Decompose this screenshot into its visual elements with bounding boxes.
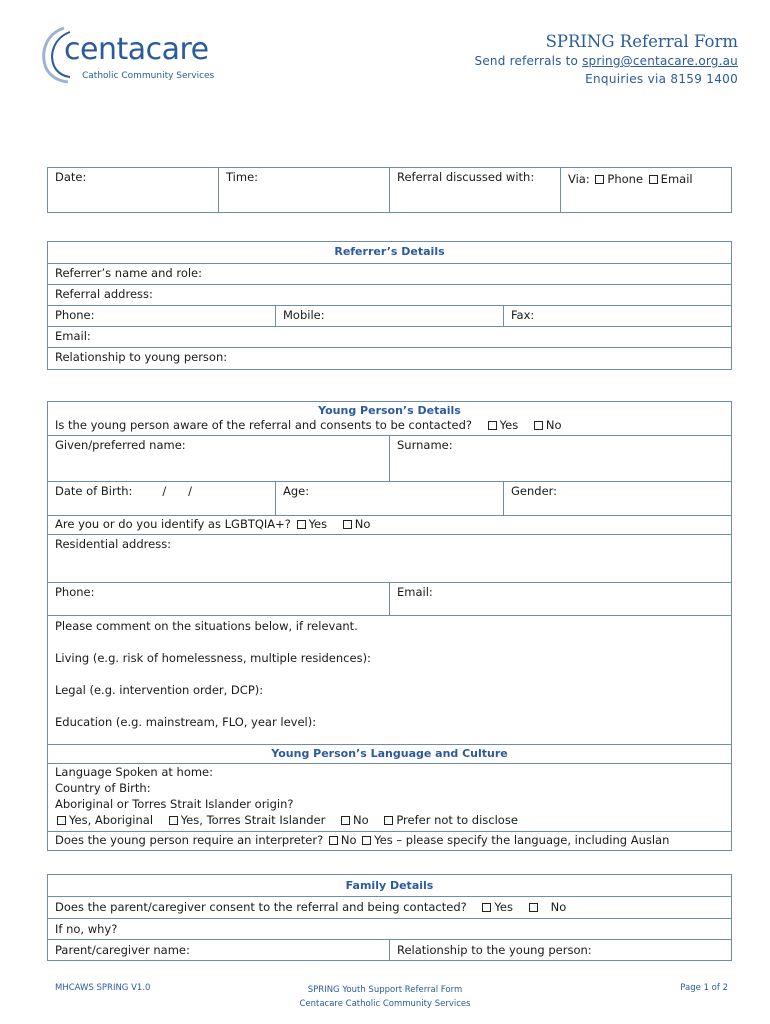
family-details-table <box>47 874 732 961</box>
legal-label: Legal (e.g. intervention order, DCP): <box>55 683 264 697</box>
referral-meta-table <box>47 167 732 213</box>
via-label: Via: <box>568 172 590 186</box>
surname-field[interactable] <box>390 436 732 482</box>
referrer-phone-label: Phone: <box>55 308 95 322</box>
interpreter-no-label: No <box>340 833 357 847</box>
education-label: Education (e.g. mainstream, FLO, year level): <box>55 715 317 729</box>
date-field[interactable] <box>48 168 219 213</box>
parent-relationship-field[interactable] <box>390 940 732 961</box>
atsi-no-label: No <box>353 813 369 827</box>
referrer-relationship-field[interactable] <box>48 348 732 370</box>
referrer-name-role-field[interactable] <box>48 264 732 285</box>
young-person-section-heading: Young Person’s Details <box>318 404 461 417</box>
send-referrals-line <box>475 54 738 68</box>
atsi-tsi-checkbox[interactable] <box>169 816 178 825</box>
aware-yes-label: Yes <box>499 418 519 432</box>
referral-address-label: Referral address: <box>55 287 153 301</box>
referrer-details-table <box>47 241 732 370</box>
aware-consent-question: Is the young person aware of the referral and consents to be contacted? <box>55 418 473 432</box>
discussed-with-label: Referral discussed with: <box>397 170 535 184</box>
via-email-checkbox[interactable] <box>649 175 658 184</box>
referrer-name-role-label: Referrer’s name and role: <box>55 266 202 280</box>
lgbtqia-question: Are you or do you identify as LGBTQIA+? <box>55 517 291 531</box>
lgbtqia-no-checkbox[interactable] <box>343 520 352 529</box>
logo-wordmark: centacare <box>64 32 209 67</box>
comment-intro: Please comment on the situations below, if relevant. <box>55 619 358 633</box>
via-phone-label: Phone <box>607 172 644 186</box>
young-person-phone-label: Phone: <box>55 585 95 599</box>
atsi-options-row <box>55 813 724 829</box>
family-consent-no-label: No <box>550 900 567 914</box>
language-spoken-label: Language Spoken at home: <box>55 765 214 779</box>
given-name-field[interactable] <box>48 436 390 482</box>
footer-center <box>0 983 770 1011</box>
atsi-no-checkbox[interactable] <box>341 816 350 825</box>
family-section-heading: Family Details <box>48 875 732 897</box>
family-consent-no-checkbox[interactable] <box>529 903 538 912</box>
residential-address-field[interactable] <box>48 535 732 583</box>
gender-field[interactable] <box>504 482 732 516</box>
interpreter-yes-checkbox[interactable] <box>362 836 371 845</box>
family-consent-row <box>48 897 732 919</box>
living-label: Living (e.g. risk of homelessness, multiple residences): <box>55 651 371 665</box>
footer-form-name: SPRING Youth Support Referral Form <box>307 985 463 995</box>
family-consent-yes-checkbox[interactable] <box>482 903 491 912</box>
lgbtqia-row <box>48 516 732 535</box>
send-referrals-label: Send referrals to <box>474 54 583 68</box>
parent-relationship-label: Relationship to the young person: <box>397 943 592 957</box>
centacare-logo <box>38 26 238 86</box>
age-label: Age: <box>283 484 310 498</box>
footer-version: MHCAWS SPRING V1.0 <box>55 983 151 993</box>
atsi-aboriginal-label: Yes, Aboriginal <box>69 813 154 827</box>
language-culture-field <box>48 764 732 832</box>
referrer-mobile-field[interactable] <box>276 306 504 327</box>
lgbtqia-no-label: No <box>354 517 371 531</box>
discussed-with-field[interactable] <box>390 168 561 213</box>
aware-no-label: No <box>545 418 562 432</box>
aware-yes-checkbox[interactable] <box>488 421 497 430</box>
interpreter-yes-label: Yes – please specify the language, including Auslan <box>374 833 670 847</box>
time-label: Time: <box>226 170 259 184</box>
referrer-section-heading: Referrer’s Details <box>48 242 732 264</box>
interpreter-question: Does the young person require an interpreter? <box>55 833 324 847</box>
language-section-heading: Young Person’s Language and Culture <box>48 745 732 764</box>
parent-name-field[interactable] <box>48 940 390 961</box>
footer-page-number: Page 1 of 2 <box>680 983 728 993</box>
lgbtqia-yes-label: Yes <box>308 517 328 531</box>
if-no-why-field[interactable] <box>48 919 732 940</box>
atsi-aboriginal-checkbox[interactable] <box>57 816 66 825</box>
interpreter-no-checkbox[interactable] <box>329 836 338 845</box>
footer-org-name: Centacare Catholic Community Services <box>299 999 471 1009</box>
referral-address-field[interactable] <box>48 285 732 306</box>
via-field <box>561 168 732 213</box>
parent-name-label: Parent/caregiver name: <box>55 943 190 957</box>
dob-label: Date of Birth: <box>55 484 133 498</box>
atsi-origin-question: Aboriginal or Torres Strait Islander origin? <box>55 797 294 811</box>
young-person-email-field[interactable] <box>390 583 732 616</box>
referrer-mobile-label: Mobile: <box>283 308 325 322</box>
referrer-fax-field[interactable] <box>504 306 732 327</box>
family-consent-question: Does the parent/caregiver consent to the referral and being contacted? <box>55 900 467 914</box>
young-person-details-table <box>47 401 732 851</box>
age-field[interactable] <box>276 482 504 516</box>
country-of-birth-label: Country of Birth: <box>55 781 151 795</box>
via-email-label: Email <box>660 172 693 186</box>
form-title: SPRING Referral Form <box>545 32 738 51</box>
aware-consent-row <box>55 418 724 433</box>
referral-email-link[interactable]: spring@centacare.org.au <box>582 54 738 68</box>
dob-field[interactable] <box>48 482 276 516</box>
time-field[interactable] <box>219 168 390 213</box>
dob-slashes: / / <box>162 484 193 498</box>
logo-subtitle: Catholic Community Services <box>82 71 215 81</box>
referrer-relationship-label: Relationship to young person: <box>55 350 228 364</box>
if-no-why-label: If no, why? <box>55 922 118 936</box>
interpreter-row <box>48 832 732 851</box>
date-label: Date: <box>55 170 87 184</box>
atsi-prefer-not-checkbox[interactable] <box>384 816 393 825</box>
atsi-prefer-not-label: Prefer not to disclose <box>396 813 518 827</box>
given-name-label: Given/preferred name: <box>55 438 186 452</box>
atsi-tsi-label: Yes, Torres Strait Islander <box>180 813 326 827</box>
aware-no-checkbox[interactable] <box>534 421 543 430</box>
family-consent-yes-label: Yes <box>494 900 513 914</box>
referrer-email-field[interactable] <box>48 327 732 348</box>
referrer-fax-label: Fax: <box>511 308 535 322</box>
lgbtqia-yes-checkbox[interactable] <box>297 520 306 529</box>
young-person-heading-cell <box>48 402 732 436</box>
via-phone-checkbox[interactable] <box>595 175 604 184</box>
residential-address-label: Residential address: <box>55 537 172 551</box>
young-person-phone-field[interactable] <box>48 583 390 616</box>
referrer-phone-field[interactable] <box>48 306 276 327</box>
situations-comment-field[interactable] <box>48 616 732 745</box>
enquiries-line: Enquiries via 8159 1400 <box>585 72 738 86</box>
young-person-email-label: Email: <box>397 585 433 599</box>
surname-label: Surname: <box>397 438 453 452</box>
gender-label: Gender: <box>511 484 558 498</box>
referrer-email-label: Email: <box>55 329 91 343</box>
